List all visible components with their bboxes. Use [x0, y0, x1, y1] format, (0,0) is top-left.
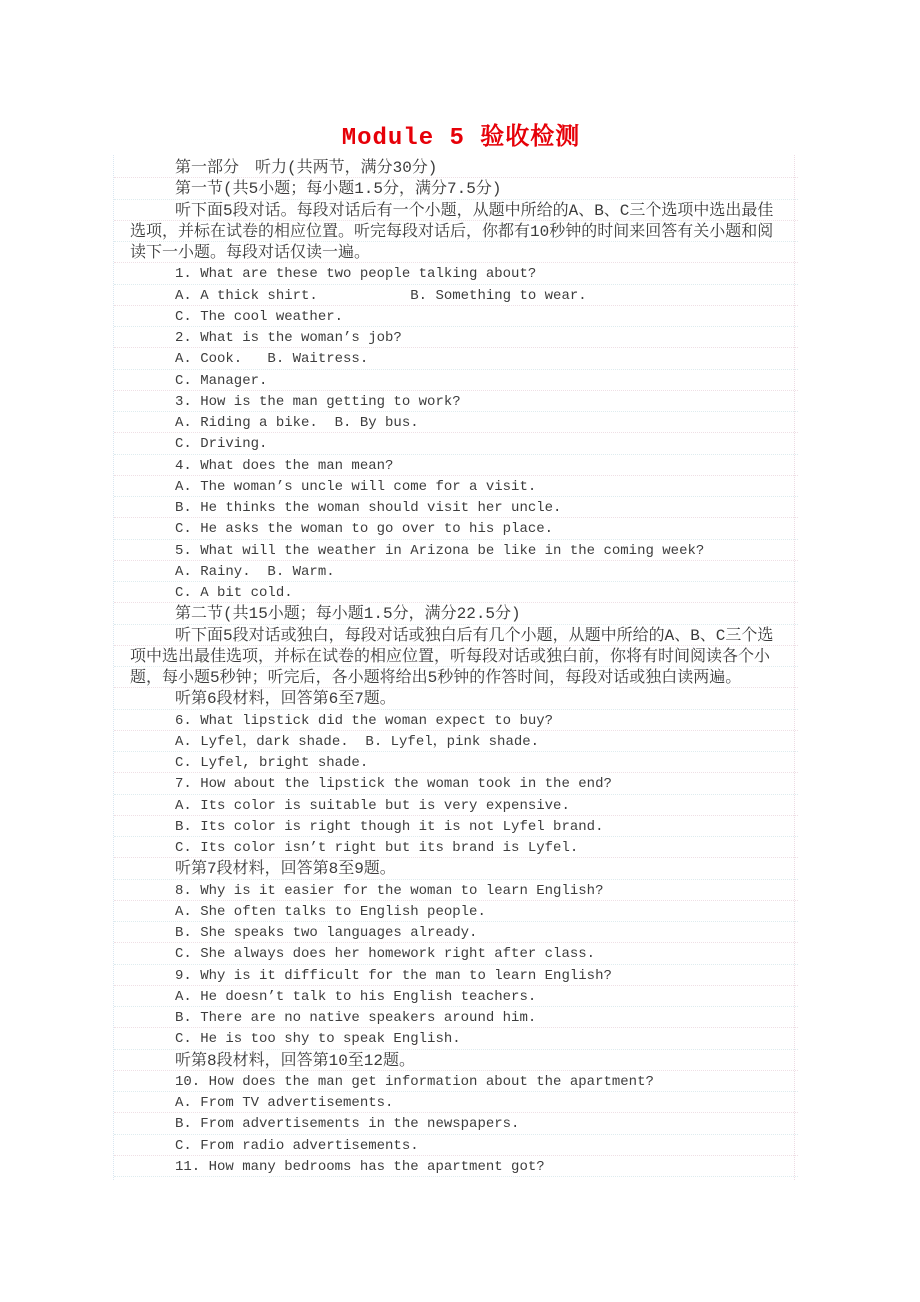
question-9-option-c: C. He is too shy to speak English.	[130, 1029, 794, 1050]
question-7-option-c: C. Its color isn’t right but its brand is Lyfel.	[130, 838, 794, 859]
question-3-option-c: C. Driving.	[130, 434, 794, 455]
question-4-option-c: C. He asks the woman to go over to his place.	[130, 519, 794, 540]
section1-header: 第一节(共5小题；每小题1.5分，满分7.5分)	[130, 179, 794, 200]
question-1: 1. What are these two people talking about?	[130, 264, 794, 285]
question-2: 2. What is the woman’s job?	[130, 328, 794, 349]
part1-header: 第一部分 听力(共两节，满分30分)	[130, 158, 794, 179]
material-7-intro: 听第7段材料，回答第8至9题。	[130, 859, 794, 880]
question-3-options-ab: A. Riding a bike. B. By bus.	[130, 413, 794, 434]
question-6-options-ab: A. Lyfel，dark shade. B. Lyfel，pink shade.	[130, 732, 794, 753]
section2-instructions-l3: 题，每小题5秒钟；听完后，各小题将给出5秒钟的作答时间，每段对话或独白读两遍。	[130, 668, 794, 689]
question-2-option-c: C. Manager.	[130, 371, 794, 392]
question-6-option-c: C. Lyfel, bright shade.	[130, 753, 794, 774]
question-9-option-a: A. He doesn’t talk to his English teachers.	[130, 987, 794, 1008]
margin-guide-right	[794, 155, 795, 1180]
question-7-option-a: A. Its color is suitable but is very expensive.	[130, 796, 794, 817]
margin-guide-left	[113, 155, 114, 1180]
question-6: 6. What lipstick did the woman expect to buy?	[130, 711, 794, 732]
question-5-options-ab: A. Rainy. B. Warm.	[130, 562, 794, 583]
material-8-intro: 听第8段材料，回答第10至12题。	[130, 1051, 794, 1072]
question-11: 11. How many bedrooms has the apartment got?	[130, 1157, 794, 1178]
section1-instructions-l3: 读下一小题。每段对话仅读一遍。	[130, 243, 794, 264]
question-10-option-a: A. From TV advertisements.	[130, 1093, 794, 1114]
question-9-option-b: B. There are no native speakers around him.	[130, 1008, 794, 1029]
section2-instructions-l2: 项中选出最佳选项，并标在试卷的相应位置，听每段对话或独白前，你将有时间阅读各个小	[130, 647, 794, 668]
section2-instructions-l1: 听下面5段对话或独白，每段对话或独白后有几个小题，从题中所给的A、B、C三个选	[130, 626, 794, 647]
question-2-options-ab: A. Cook. B. Waitress.	[130, 349, 794, 370]
question-5: 5. What will the weather in Arizona be like in the coming week?	[130, 541, 794, 562]
question-10: 10. How does the man get information about the apartment?	[130, 1072, 794, 1093]
question-8-option-c: C. She always does her homework right after class.	[130, 944, 794, 965]
question-7: 7. How about the lipstick the woman took in the end?	[130, 774, 794, 795]
question-5-option-c: C. A bit cold.	[130, 583, 794, 604]
question-4-option-b: B. He thinks the woman should visit her uncle.	[130, 498, 794, 519]
question-8-option-b: B. She speaks two languages already.	[130, 923, 794, 944]
question-4: 4. What does the man mean?	[130, 456, 794, 477]
question-3: 3. How is the man getting to work?	[130, 392, 794, 413]
section1-instructions-l1: 听下面5段对话。每段对话后有一个小题，从题中所给的A、B、C三个选项中选出最佳	[130, 201, 794, 222]
question-10-option-c: C. From radio advertisements.	[130, 1136, 794, 1157]
question-9: 9. Why is it difficult for the man to learn English?	[130, 966, 794, 987]
document-body	[130, 158, 794, 1178]
question-4-option-a: A. The woman’s uncle will come for a visit.	[130, 477, 794, 498]
question-8-option-a: A. She often talks to English people.	[130, 902, 794, 923]
question-1-options-ab: A. A thick shirt. B. Something to wear.	[130, 286, 794, 307]
material-6-intro: 听第6段材料，回答第6至7题。	[130, 689, 794, 710]
section1-instructions-l2: 选项，并标在试卷的相应位置。听完每段对话后，你都有10秒钟的时间来回答有关小题和阅	[130, 222, 794, 243]
question-7-option-b: B. Its color is right though it is not Lyfel brand.	[130, 817, 794, 838]
page-title: Module 5 验收检测	[341, 125, 581, 152]
question-1-option-c: C. The cool weather.	[130, 307, 794, 328]
section2-header: 第二节(共15小题；每小题1.5分，满分22.5分)	[130, 604, 794, 625]
question-8: 8. Why is it easier for the woman to learn English?	[130, 881, 794, 902]
question-10-option-b: B. From advertisements in the newspapers.	[130, 1114, 794, 1135]
